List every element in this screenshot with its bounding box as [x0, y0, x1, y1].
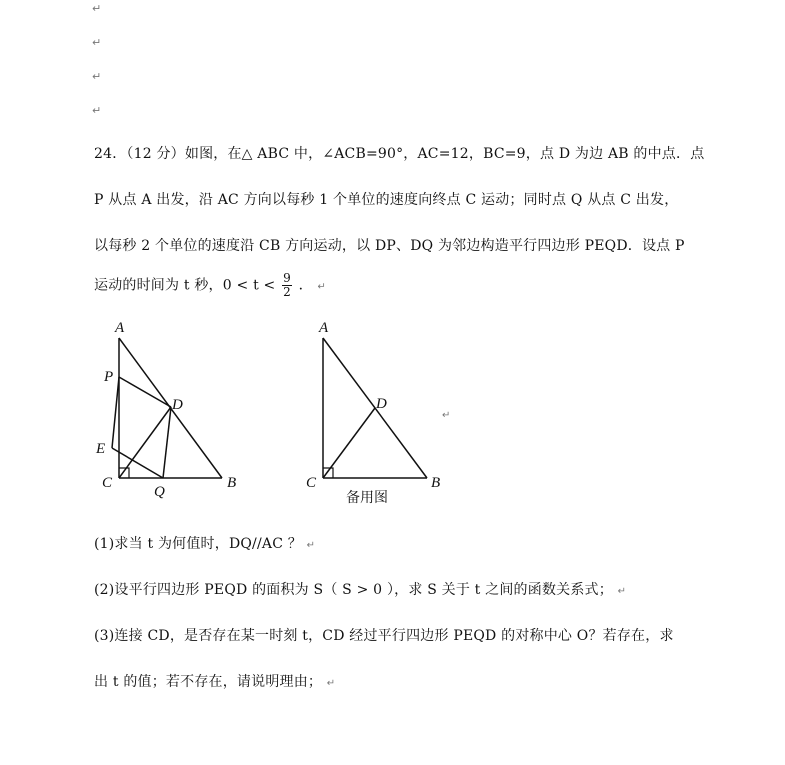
label-b: B [227, 475, 237, 491]
paragraph-mark: ↵ [326, 678, 336, 689]
question-2 [94, 579, 626, 599]
label-d: D [376, 396, 387, 412]
paragraph-mark: ↵ [317, 281, 327, 293]
question-2-text: (2)设平行四边形 PEQD 的面积为 S（ S > 0 ），求 S 关于 t 之间的函数关系式； [94, 582, 613, 598]
figure-1 [112, 338, 222, 478]
fraction-numerator: 9 [283, 271, 291, 285]
question-1 [94, 533, 315, 553]
paragraph-mark: ↵ [617, 586, 627, 597]
problem-line-4 [94, 272, 326, 299]
label-c: C [102, 475, 113, 491]
segment-dq [163, 407, 171, 478]
problem-line-3: 以每秒 2 个单位的速度沿 CB 方向运动，以 DP、DQ 为邻边构造平行四边形 PEQD．设点 P [94, 238, 685, 254]
segment-pd [119, 377, 171, 407]
problem-line-4-text: 运动的时间为 t 秒，0 < t < [94, 277, 276, 294]
geometry-figures [0, 315, 785, 515]
label-p: P [104, 369, 114, 385]
paragraph-mark: ↵ [306, 540, 316, 551]
question-1-text: (1)求当 t 为何值时，DQ//AC ？ [94, 536, 302, 552]
label-a: A [319, 320, 329, 336]
fraction-nine-halves [282, 272, 292, 299]
label-q: Q [154, 484, 165, 500]
problem-line-2: P 从点 A 出发，沿 AC 方向以每秒 1 个单位的速度向终点 C 运动；同时点 Q 从点 C 出发， [94, 192, 679, 208]
paragraph-mark: ↵ [92, 2, 102, 15]
problem-line-4-end: ． [298, 277, 313, 294]
figure-caption: 备用图 [346, 490, 388, 506]
question-3-line-2 [94, 671, 335, 691]
label-e: E [96, 441, 106, 457]
question-3-text: 出 t 的值；若不存在，请说明理由； [94, 674, 323, 690]
question-3-line-1: (3)连接 CD，是否存在某一时刻 t，CD 经过平行四边形 PEQD 的对称中心 O？若存在，求 [94, 628, 674, 644]
label-b: B [431, 475, 441, 491]
label-d: D [172, 397, 183, 413]
paragraph-mark: ↵ [92, 70, 102, 83]
segment-pe [112, 377, 119, 448]
paragraph-mark: ↵ [92, 36, 102, 49]
problem-line-1: 24．（12 分）如图，在△ ABC 中，∠ACB=90°，AC=12，BC=9，点 D 为边 AB 的中点．点 [94, 146, 705, 162]
paragraph-mark: ↵ [92, 104, 102, 117]
fraction-denominator: 2 [283, 285, 291, 299]
paragraph-mark: ↵ [442, 410, 451, 421]
figure-2 [323, 338, 427, 478]
label-a: A [115, 320, 125, 336]
label-c: C [306, 475, 317, 491]
